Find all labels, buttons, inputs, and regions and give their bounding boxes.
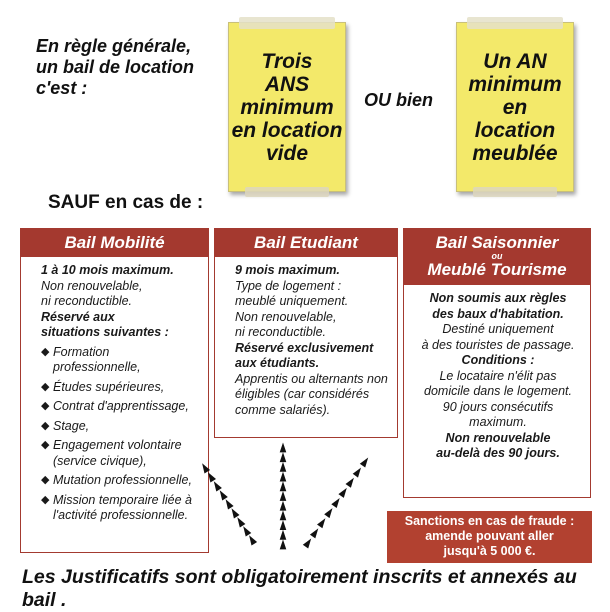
- arrow-triangle-icon: [280, 491, 287, 501]
- arrow-triangle-icon: [324, 508, 332, 518]
- list-item: ◆ Formation professionnelle,: [41, 344, 141, 374]
- arrow-triangle-icon: [280, 540, 287, 550]
- footer-text: Les Justificatifs sont obligatoirement inscrits et annexés au bail .: [22, 566, 577, 611]
- arrow-triangle-icon: [280, 520, 287, 530]
- student-text: Non renouvelable,: [235, 309, 337, 324]
- fraud-line: amende pouvant aller: [425, 529, 554, 543]
- student-text: ni reconductible.: [235, 325, 327, 339]
- arrow-triangle-icon: [317, 518, 325, 528]
- student-text: meublé uniquement.: [235, 294, 349, 308]
- student-text: comme salariés).: [235, 402, 331, 417]
- student-text: Apprentis ou alternants non: [235, 371, 388, 386]
- fraud-line: Sanctions en cas de fraude :: [404, 514, 575, 528]
- or-label: OU bien: [364, 90, 434, 110]
- arrow-triangle-icon: [280, 530, 287, 540]
- intro-line-3: c'est :: [36, 78, 88, 98]
- list-item: ◆ Engagement volontaire (service civique),: [41, 438, 182, 468]
- diamond-bullet-icon: ◆: [41, 439, 50, 451]
- mobility-text: ni reconductible.: [41, 294, 133, 308]
- arrow-triangle-icon: [226, 499, 234, 509]
- seasonal-text: à des touristes de passage.: [421, 337, 575, 352]
- student-reserved: Réservé exclusivement: [235, 340, 374, 355]
- diamond-bullet-icon: ◆: [41, 493, 50, 506]
- arrow-triangle-icon: [249, 535, 257, 545]
- arrow-triangle-icon: [310, 528, 318, 538]
- list-item: ◆ Études supérieures,: [41, 379, 165, 394]
- mobility-reserved: situations suivantes :: [41, 325, 169, 339]
- seasonal-title-1: Bail Saisonnier: [435, 233, 559, 252]
- fraud-line: jusqu'à 5 000 €.: [443, 544, 536, 558]
- diamond-bullet-icon: ◆: [41, 345, 50, 358]
- seasonal-text: au-delà des 90 jours.: [436, 446, 560, 460]
- note-line: minimum: [240, 95, 334, 119]
- seasonal-text: Destiné uniquement: [442, 322, 554, 336]
- seasonal-text: maximum.: [469, 415, 527, 429]
- arrow-triangle-icon: [243, 526, 251, 536]
- student-reserved: aux étudiants.: [235, 356, 320, 370]
- note-line: location: [474, 118, 556, 142]
- arrow-triangle-icon: [338, 488, 346, 498]
- arrow-triangle-icon: [237, 517, 245, 527]
- student-duration: 9 mois maximum.: [235, 263, 340, 277]
- arrow-triangle-icon: [214, 481, 222, 491]
- arrow-triangle-icon: [331, 498, 339, 508]
- list-item: ◆ Contrat d'apprentissage,: [41, 399, 189, 413]
- arrow-triangle-icon: [280, 501, 287, 511]
- fraud-sanction-box: [387, 511, 592, 563]
- note-line: en: [502, 95, 528, 119]
- list-item: ◆ Stage,: [41, 418, 90, 433]
- mobility-text: Non renouvelable,: [41, 278, 143, 293]
- mobility-lease-title: Bail Mobilité: [21, 229, 208, 257]
- mobility-duration: 1 à 10 mois maximum.: [41, 263, 174, 277]
- arrow-triangle-icon: [346, 478, 354, 488]
- except-label: SAUF en cas de :: [48, 192, 204, 213]
- seasonal-text: Non soumis aux règles: [429, 291, 567, 305]
- diamond-bullet-icon: ◆: [41, 380, 50, 393]
- seasonal-text: des baux d'habitation.: [432, 306, 564, 321]
- arrow-triangle-icon: [280, 510, 287, 520]
- intro-line-1: En règle générale,: [36, 36, 192, 56]
- seasonal-text: domicile dans le logement.: [424, 384, 572, 398]
- student-text: Type de logement :: [235, 278, 342, 293]
- arrow-triangle-icon: [208, 472, 216, 482]
- arrow-triangle-icon: [280, 472, 287, 482]
- note-line: en location: [231, 118, 343, 142]
- arrow-triangle-icon: [280, 452, 287, 462]
- note-line: Trois: [261, 49, 313, 73]
- note-line: minimum: [468, 72, 562, 96]
- seasonal-title-or: ou: [491, 251, 503, 261]
- note-line: vide: [265, 141, 309, 165]
- arrow-triangle-icon: [280, 462, 287, 472]
- student-lease-title: Bail Etudiant: [215, 229, 397, 257]
- note-line: meublée: [472, 141, 558, 165]
- arrow-triangle-icon: [280, 443, 287, 453]
- arrow-triangle-icon: [280, 481, 287, 491]
- seasonal-text: 90 jours consécutifs: [442, 399, 554, 414]
- arrow-triangle-icon: [303, 539, 311, 549]
- arrow-triangle-icon: [232, 508, 240, 518]
- intro-line-2: un bail de location: [36, 57, 195, 77]
- arrow-triangle-icon: [353, 468, 361, 478]
- seasonal-title-2: Meublé Tourisme: [427, 260, 567, 279]
- arrow-triangle-icon: [360, 458, 368, 468]
- note-line: ANS: [264, 72, 310, 96]
- seasonal-text: Non renouvelable: [445, 430, 551, 445]
- seasonal-text: Le locataire n'élit pas: [439, 368, 557, 383]
- student-text: éligibles (car considérés: [235, 387, 370, 401]
- seasonal-conditions: Conditions :: [461, 353, 535, 367]
- list-item: ◆ Mutation professionnelle,: [41, 473, 192, 487]
- mobility-reserved: Réservé aux: [41, 309, 115, 324]
- diamond-bullet-icon: ◆: [41, 474, 50, 486]
- arrow-triangle-icon: [220, 490, 228, 500]
- note-line: Un AN: [483, 49, 547, 73]
- diamond-bullet-icon: ◆: [41, 419, 50, 432]
- arrow-triangle-icon: [202, 463, 210, 473]
- diamond-bullet-icon: ◆: [41, 400, 50, 412]
- list-item: ◆ Mission temporaire liée à l'activité professionnelle.: [41, 492, 192, 522]
